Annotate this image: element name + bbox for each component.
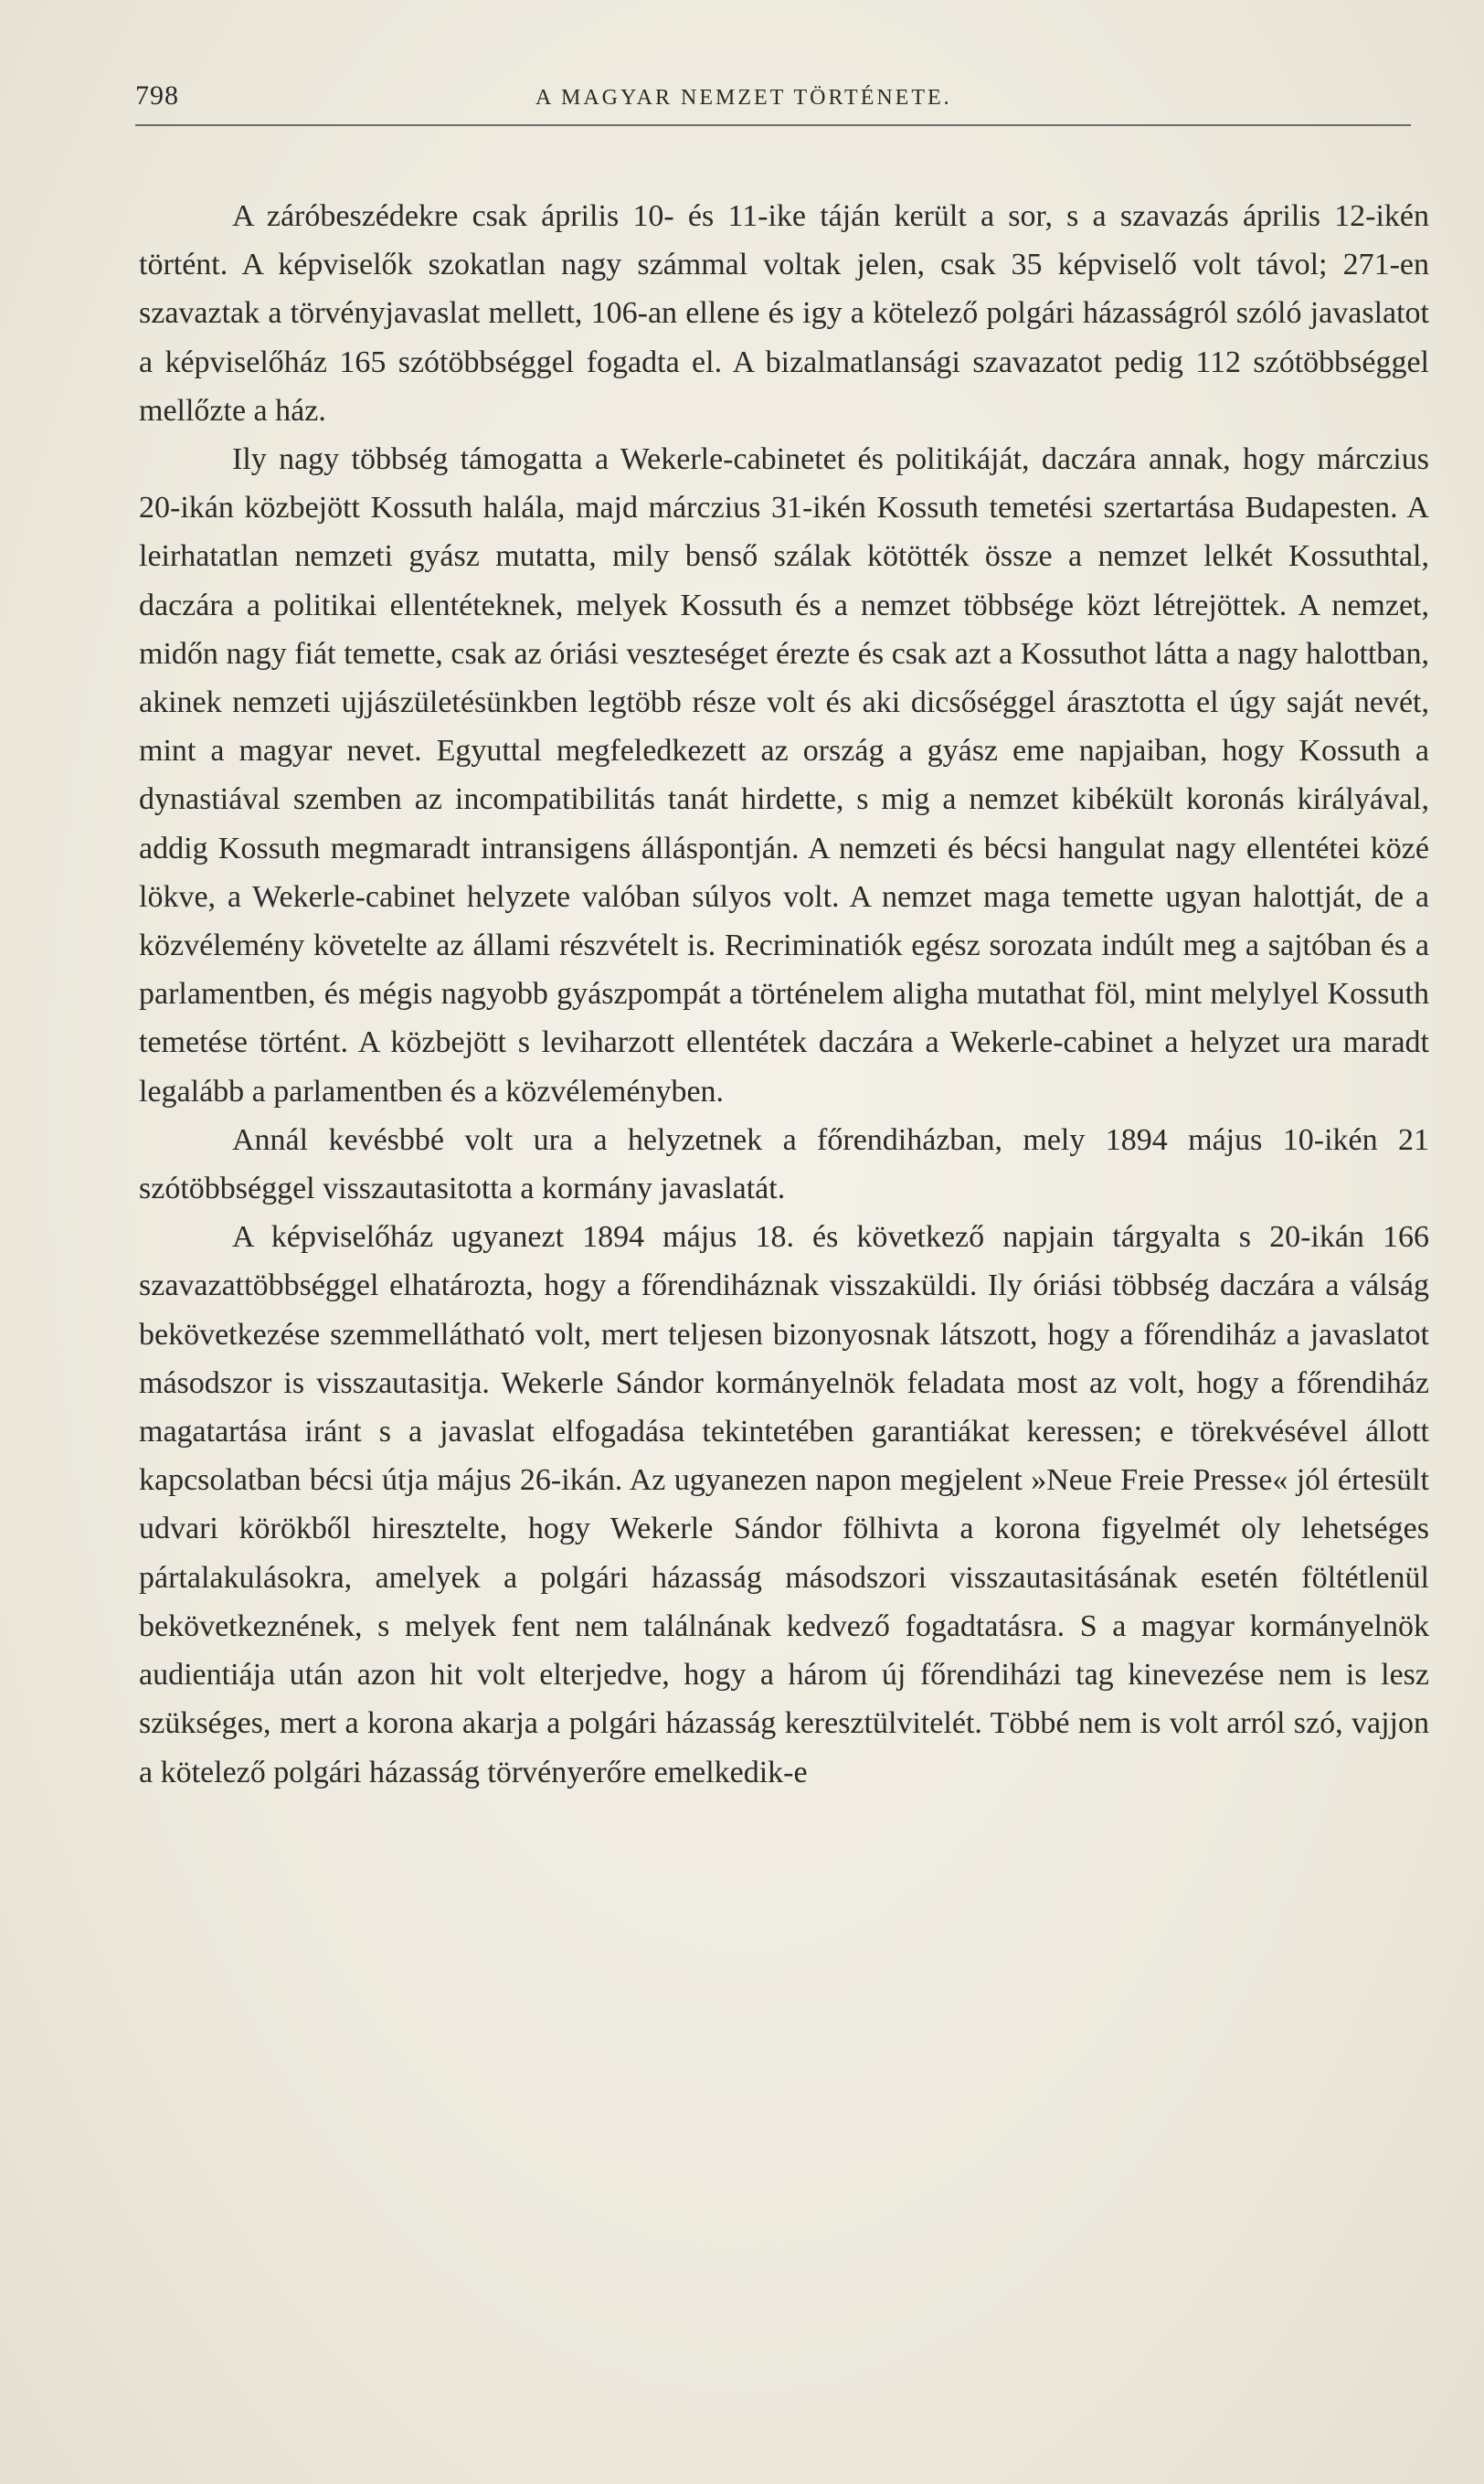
paragraph: A képviselőház ugyanezt 1894 május 18. és következő napjain tárgyalta s 20-ikán 166 szavazattöbbséggel elhatározta, hogy a főrendiháznak visszaküldi. Ily óriási többség daczára a válság bekövetkezése szemmellátható volt, mert teljesen bizonyosnak látszott, hogy a főrendiház a javaslatot másodszor is visszautasitja. Wekerle Sándor kormányelnök feladata most az volt, hogy a főrendiház magatartása iránt s a javaslat elfogadása tekintetében garantiákat keressen; e törekvésével állott kapcsolatban bécsi útja május 26-ikán. Az ugyanezen napon megjelent »Neue Freie Presse« jól értesült udvari körökből hiresztelte, hogy Wekerle Sándor fölhivta a korona figyelmét oly lehetséges pártalakulásokra, amelyek a polgári házasság másodszori visszautasitásának esetén föltétlenül bekövetkeznének, s melyek fent nem találnának kedvező fogadtatásra. S a magyar kormányelnök audientiája után azon hit volt elterjedve, hogy a három új főrendiházi tag kinevezése nem is lesz szükséges, mert a korona akarja a polgári házasság keresztülvitelét. Többé nem is volt arról szó, vajjon a kötelező polgári házasság törvényerőre emelkedik-e bbox=[139, 1220, 1429, 1789]
body-text bbox=[139, 192, 1429, 1797]
paragraph: Annál kevésbbé volt ura a helyzetnek a főrendiházban, mely 1894 május 10-ikén 21 szótöbbséggel visszautasitotta a kormány javaslatát. bbox=[139, 1122, 1429, 1206]
paragraph: A záróbeszédekre csak április 10- és 11-ike táján került a sor, s a szavazás április 12-ikén történt. A képviselők szokatlan nagy számmal voltak jelen, csak 35 képviselő volt távol; 271-en szavaztak a törvényjavaslat mellett, 106-an ellene és igy a kötelező polgári házasságról szóló javaslatot a képviselőház 165 szótöbbséggel fogadta el. A bizalmatlansági szavazatot pedig 112 szótöbbséggel mellőzte a ház. bbox=[139, 199, 1429, 428]
header-rule bbox=[135, 124, 1411, 126]
running-head bbox=[135, 80, 1415, 121]
paragraph: Ily nagy többség támogatta a Wekerle-cabinetet és politikáját, daczára annak, hogy márczius 20-ikán közbejött Kossuth halála, majd márczius 31-ikén Kossuth temetési szertartása Budapesten. A leirhatatlan nemzeti gyász mutatta, mily benső szálak kötötték össze a nemzet lelkét Kossuthtal, daczára a politikai ellentéteknek, melyek Kossuth és a nemzet többsége közt létrejöttek. A nemzet, midőn nagy fiát temette, csak az óriási veszteséget érezte és csak azt a Kossuthot látta a nagy halottban, akinek nemzeti ujjászületésünkben legtöbb része volt és aki dicsőséggel árasztotta el úgy saját nevét, mint a magyar nevet. Egyuttal megfeledkezett az ország a gyász eme napjaiban, hogy Kossuth a dynastiával szemben az incompatibilitás tanát hirdette, s mig a nemzet kibékült koronás királyával, addig Kossuth megmaradt intransigens álláspontján. A nemzeti és bécsi hangulat nagy ellentétei közé lökve, a Wekerle-cabinet helyzete valóban súlyos volt. A nemzet maga temette ugyan halottját, de a közvélemény követelte az állami részvételt is. Recriminatiók egész sorozata indúlt meg a sajtóban és a parlamentben, és mégis nagyobb gyászpompát a történelem aligha mutathat föl, mint melylyel Kossuth temetése történt. A közbejött s leviharzott ellentétek daczára a Wekerle-cabinet a helyzet ura maradt legalább a parlamentben és a közvéleményben. bbox=[139, 442, 1429, 1109]
page-number: 798 bbox=[135, 80, 179, 111]
running-title: A MAGYAR NEMZET TÖRTÉNETE. bbox=[535, 86, 952, 110]
